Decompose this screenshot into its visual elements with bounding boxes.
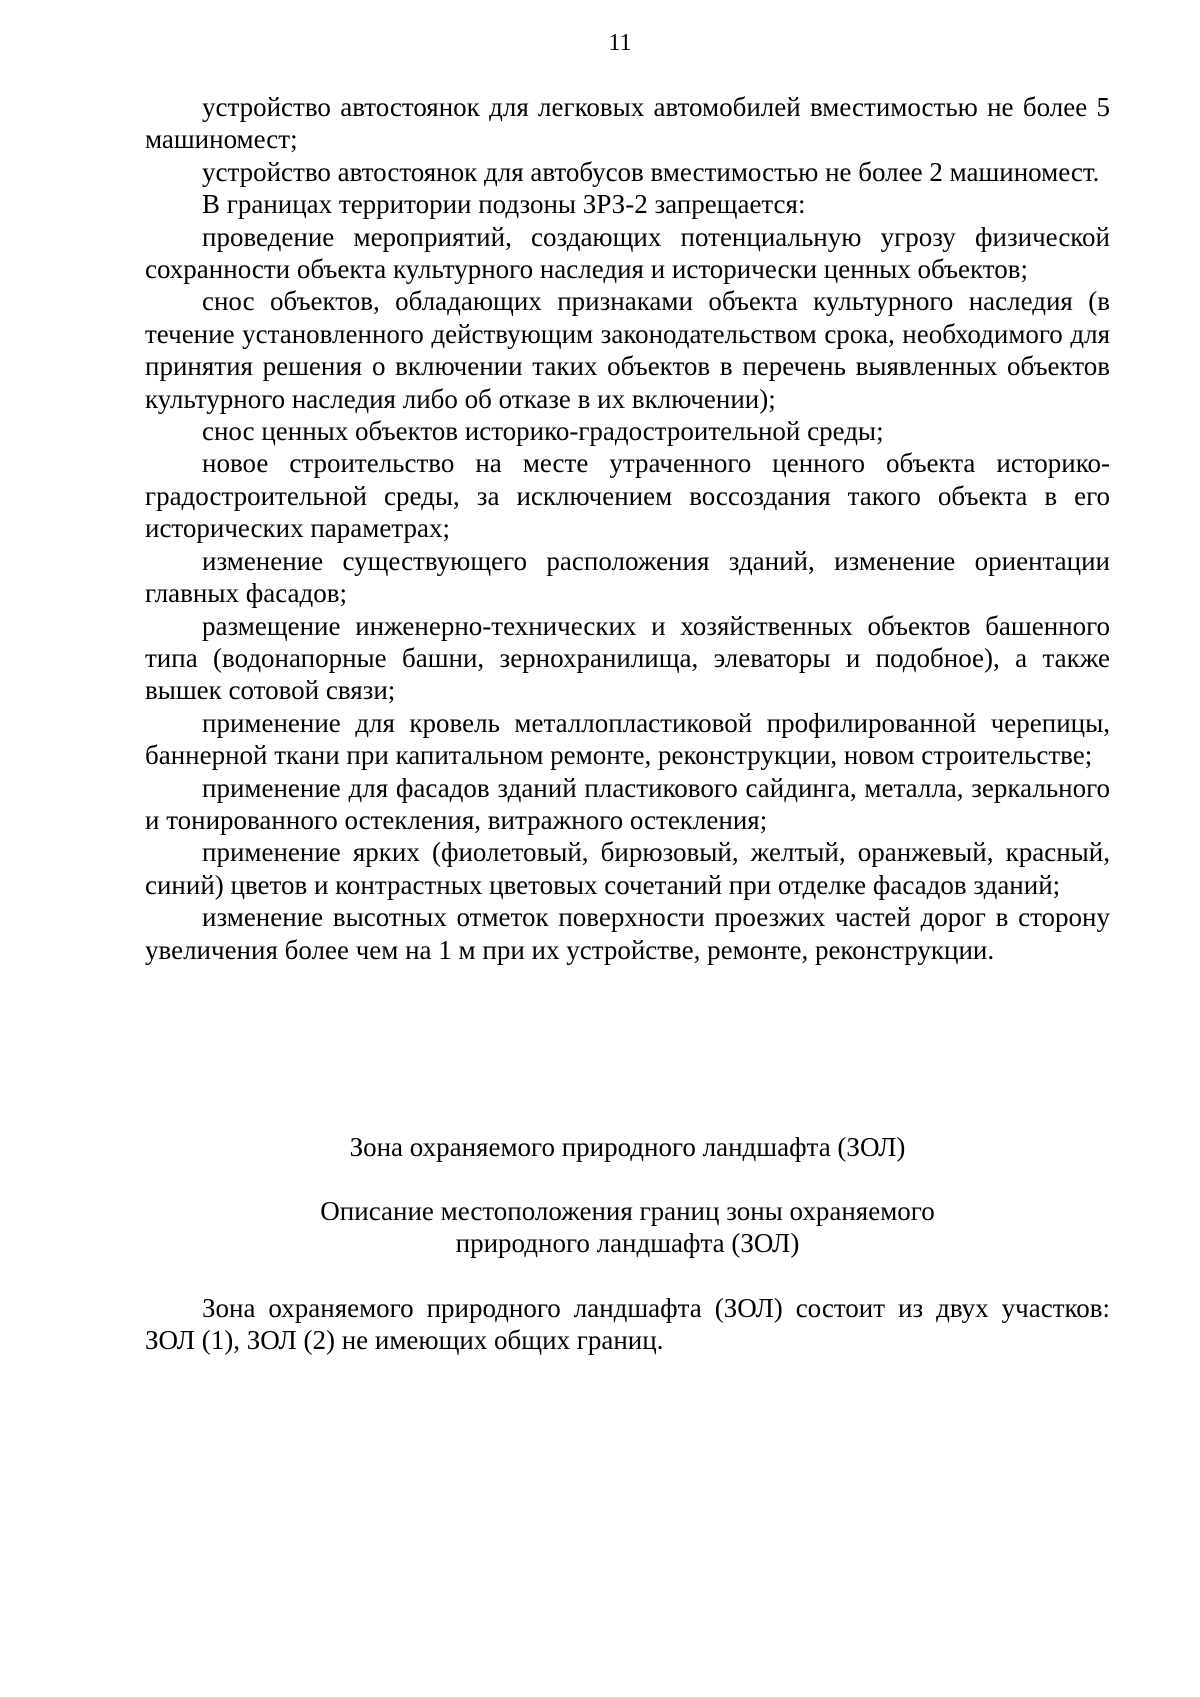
paragraph-bright-colors: применение ярких (фиолетовый, бирюзовый, желтый, оранжевый, красный, синий) цветов и контрастных цветовых сочетаний при отделке фасадов зданий; — [145, 837, 1110, 900]
section-heading-zol: Зона охраняемого природного ландшафта (ЗОЛ) — [349, 1132, 906, 1162]
subsection-heading-line-1: Описание местоположения границ зоны охраняемого — [320, 1196, 935, 1226]
paragraph-tower-objects: размещение инженерно-технических и хозяйственных объектов башенного типа (водонапорные башни, зернохранилища, элеваторы и подобное), а также вышек сотовой связи; — [145, 610, 1110, 706]
paragraph-prohibitions-intro: В границах территории подзоны ЗРЗ-2 запрещается: — [202, 189, 806, 220]
paragraph-new-construction: новое строительство на месте утраченного ценного объекта историко-градостроительной среды, за исключением воссоздания такого объекта в его исторических параметрах; — [145, 448, 1110, 544]
page-number: 11 — [608, 30, 632, 56]
paragraph-demolition-valuable: снос ценных объектов историко-градостроительной среды; — [202, 416, 884, 447]
paragraph-road-elevation: изменение высотных отметок поверхности проезжих частей дорог в сторону увеличения более чем на 1 м при их устройстве, ремонте, реконструкции. — [145, 902, 1110, 965]
paragraph-parking-buses: устройство автостоянок для автобусов вместимостью не более 2 машиномест. — [202, 156, 1100, 187]
subsection-heading-line-2: природного ландшафта (ЗОЛ) — [455, 1228, 800, 1259]
paragraph-parking-cars: устройство автостоянок для легковых автомобилей вместимостью не более 5 машиномест; — [145, 92, 1110, 155]
body-text — [145, 91, 1110, 966]
closing-text — [145, 1292, 1110, 1357]
paragraph-roofing: применение для кровель металлопластиковой профилированной черепицы, баннерной ткани при капитальном ремонте, реконструкции, новом строительстве; — [145, 707, 1110, 771]
paragraph-building-layout: изменение существующего расположения зданий, изменение ориентации главных фасадов; — [145, 545, 1110, 609]
paragraph-demolition-heritage: снос объектов, обладающих признаками объекта культурного наследия (в течение установленного действующим законодательством срока, необходимого для принятия решения о включении таких объектов в перечень выявленных объектов культурного наследия либо об отказе в их включении); — [145, 286, 1110, 414]
paragraph-threat-activities: проведение мероприятий, создающих потенциальную угрозу физической сохранности объекта культурного наследия и исторически ценных объектов; — [145, 221, 1110, 285]
paragraph-zol-composition: Зона охраняемого природного ландшафта (ЗОЛ) состоит из двух участков: ЗОЛ (1), ЗОЛ (2) не имеющих общих границ. — [145, 1293, 1110, 1356]
subsection-heading-description — [145, 1195, 1110, 1260]
paragraph-facade-materials: применение для фасадов зданий пластикового сайдинга, металла, зеркального и тонированного остекления, витражного остекления; — [145, 772, 1110, 835]
